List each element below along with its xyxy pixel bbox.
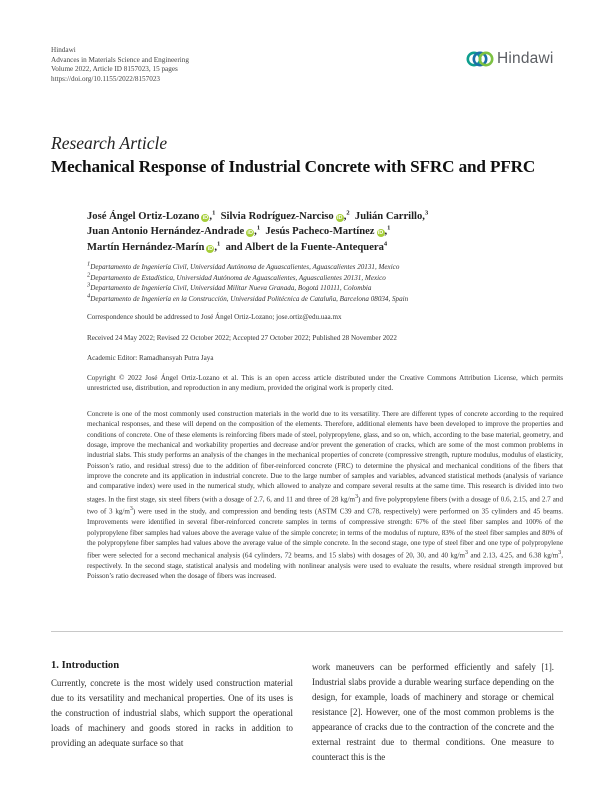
introduction-column-left: Currently, concrete is the most widely used construction material due to its versatility and mechanical properties. One of its uses is the construction of industrial slabs, which support the operational loads of machinery and goods stored in racks in addition to providing an adequate surface so that [51, 678, 293, 748]
unit-superscript: 3 [465, 550, 468, 557]
correspondence: Correspondence should be addressed to José Ángel Ortiz-Lozano; jose.ortiz@edu.uaa.mx [87, 313, 342, 321]
author-name: Silvia Rodríguez-Narciso iD,$^2$ [220, 209, 350, 222]
author-line-2 [87, 224, 557, 239]
article-type: Research Article [51, 133, 168, 153]
author-name: Martín Hernández-Marín iD,$^1$ [87, 240, 221, 253]
unit-superscript: 3 [355, 493, 359, 500]
affiliation-item [87, 283, 567, 294]
affiliation-number: 1 [87, 260, 91, 268]
affiliation-text: Departamento de Ingeniería Civil, Universidad Militar Nueva Granada, Bogotá 110111, Colombia [90, 284, 372, 293]
unit-superscript: 3 [558, 550, 562, 557]
affiliation-item [87, 262, 567, 273]
unit-superscript: 3 [129, 506, 133, 513]
publication-history: Received 24 May 2022; Revised 22 October 2022; Accepted 27 October 2022; Published 28 November 2022 [87, 334, 397, 342]
author-name: Juan Antonio Hernández-Andrade iD,$^1$ [87, 224, 261, 238]
affiliations [87, 262, 567, 304]
abstract-text: , respectively. In the second stage, statistical analysis and modeling with nonlinear analysis were used to evaluate the results, where residual strength improved but Poisson’s ratio decreased when the dosage of fibers was increased. [87, 551, 563, 581]
section-divider [51, 631, 563, 632]
affiliation-number: 2 [87, 271, 91, 279]
article-title: Mechanical Response of Industrial Concrete with SFRC and PFRC [51, 157, 536, 176]
affiliation-text: Departamento de Estadística, Universidad Autónoma de Aguascalientes, Aguascalientes 20131, Mexico [90, 273, 386, 282]
affiliation-number: 4 [87, 292, 91, 300]
affiliation-text: Departamento de Ingeniería Civil, Universidad Autónoma de Aguascalientes, Aguascalientes 20131, Mexico [90, 263, 400, 271]
abstract-text: ) and five polypropylene fibers (with a dosage of 0.6, 2.15, and 2.7 and two of 3 kg/m [87, 495, 563, 516]
author-name: Jesús Pacheco-Martínez iD,$^1$ [265, 224, 391, 238]
orcid-icon[interactable]: iD [207, 245, 214, 252]
affiliation-marker: 3 [424, 209, 429, 217]
abstract [87, 409, 563, 582]
affiliation-marker: 4 [383, 240, 388, 248]
introduction-heading: 1. Introduction [51, 660, 120, 671]
volume-info: Volume 2022, Article ID 8157023, 15 pages [51, 65, 178, 74]
affiliation-marker: 1 [387, 224, 391, 232]
journal-meta [51, 46, 189, 84]
affiliation-item [87, 294, 567, 305]
introduction-column-right: work maneuvers can be performed efficiently and safely [1]. Industrial slabs provide a durable wearing surface depending on the design, for example, loads of machinery and storage or chemical resistance [2]. However, one of the most common problems is the appearance of cracks due to the contraction of the concrete and the external restraint due to thermal conditions. One measure to counteract this is the [312, 662, 554, 762]
author-line-3 [87, 240, 557, 255]
abstract-text: Concrete is one of the most commonly used construction materials in the world due to its versatility. There are different types of concrete according to the required mechanical responses, and these will depend on the composition of the elements. Therefore, additional elements have been developed to improve the properties and conditions of concrete. One of these elements is reinforcing fibers made of steel, polypropylene, glass, and so on, which, according to the base material, geometry, and dosage, improve the mechanical and workability properties and decrease and/or prevent the generation of cracks, which are some of the most common problems in industrial slabs. This study performs an analysis of the changes in the mechanical properties of concrete (compressive strength, rupture modulus, modulus of elasticity, Poisson’s ratio, and residual stress) due to the addition of fiber-reinforced concrete (FRC) to determine the physical and mechanical conditions of the fibers that improve the concrete and its application in industrial concrete. Due to the large number of samples and variables, advanced statistical methods (analysis of variance and comparative index) were used in the numerical study, which allowed to analyze and compare several results at the same time. This research is divided into two stages. In the first stage, six steel fibers (with a dosage of 2.7, 6, and 11 and three of 28 kg/m [87, 410, 563, 504]
affiliation-marker: 2 [346, 209, 350, 217]
publisher-name: Hindawi [51, 46, 76, 54]
orcid-icon[interactable]: iD [377, 230, 384, 237]
publisher-logo [466, 48, 554, 70]
orcid-icon[interactable]: iD [247, 230, 253, 237]
affiliation-item [87, 273, 567, 284]
doi-link[interactable]: https://doi.org/10.1155/2022/8157023 [51, 74, 161, 83]
journal-name: Advances in Materials Science and Engineering [51, 55, 189, 64]
affiliation-marker: 1 [212, 209, 216, 217]
abstract-text: ) were used in the study, and compression and bending tests (ASTM C39 and C78, respectively) were performed on 35 cylinders and 45 beams. Improvements were identified in several fiber-reinforced concrete samples in terms of compressive strength: 67% of the steel fiber samples and 100% of the polypropylene fiber samples had values above the average value of the simple concrete; in terms of the modulus of rupture, 83% of the steel fiber samples and 80% of the polypropylene fiber samples had values above the average value of the simple concrete. In the second stage, one type of steel fiber and one type of polypropylene fiber were selected for a second mechanical analysis (64 cylinders, 72 beams, and 15 slabs) with dosages of 20, 30, and 40 kg/m [87, 507, 563, 560]
author-name: and Albert de la Fuente-Antequera$^4$ [225, 240, 388, 253]
affiliation-number: 3 [87, 281, 91, 289]
orcid-icon[interactable]: iD [336, 215, 343, 221]
affiliation-marker: 1 [256, 224, 261, 232]
author-name: Julián Carrillo,$^3$ [354, 209, 429, 222]
author-list [87, 209, 557, 255]
abstract-text: and 2.13, 4.25, and 6.38 kg/m [467, 551, 559, 560]
affiliation-text: Departamento de Ingeniería en la Construcción, Universidad Politécnica de Cataluña, Barcelona 08034, Spain [90, 294, 409, 303]
academic-editor: Academic Editor: Ramadhansyah Putra Jaya [87, 354, 214, 362]
affiliation-marker: 1 [217, 240, 221, 248]
copyright-notice: Copyright © 2022 José Ángel Ortiz-Lozano et al. This is an open access article distributed under the Creative Commons Attribution License, which permits unrestricted use, distribution, and reproduction in any medium, provided the original work is properly cited. [87, 374, 563, 393]
hindawi-interlocking-rings-icon [466, 48, 494, 70]
orcid-icon[interactable]: iD [202, 215, 209, 221]
logo-wordmark: Hindawi [497, 50, 554, 67]
author-name: José Ángel Ortiz-Lozano iD,$^1$ [87, 209, 216, 222]
author-line-1 [87, 209, 557, 224]
